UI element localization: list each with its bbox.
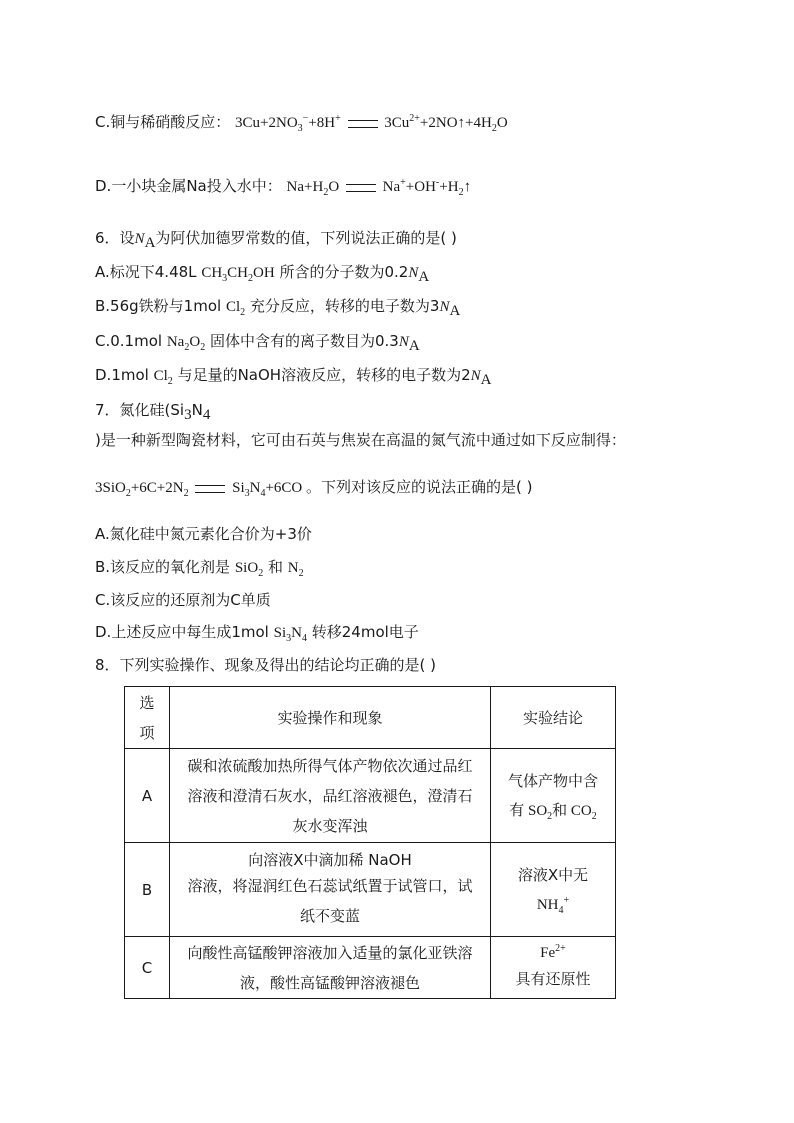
q7-option-b: B.该反应的氧化剂是 SiO$_2$ 和 $N_2$ [95,558,304,579]
q5-option-c-label: C.铜与稀硝酸反应： [95,113,231,131]
q7-stem-line2: )是一种新型陶瓷材料，它可由石英与焦炭在高温的氮气流中通过如下反应制得： [95,431,626,449]
q7-stem-line1: 7．氮化硅($Si_3N_4$ [95,401,211,423]
equals-sign-icon [346,184,376,192]
q6-option-c: C.0.1mol $Na_2O_2$ 固体中含有的离子数目为$0.3N_A$ [95,332,420,354]
row-option: B [125,843,170,937]
table-header-row [125,687,616,749]
q5-option-c-equation: $3Cu+2NO_3^-+8H^+$ $3Cu^{2+}+2NO↑+4H_2O$ [235,113,508,134]
q6-option-b: B.56g铁粉与1mol $Cl_2$ 充分反应，转移的电子数为$3N_A$ [95,297,461,319]
row-option: C [125,937,170,999]
row-operation: 碳和浓硫酸加热所得气体产物依次通过品红 溶液和澄清石灰水，品红溶液褪色，澄清石 灰水变浑浊 [170,749,491,843]
q5-option-c [95,112,508,133]
header-conclusion: 实验结论 [491,687,616,749]
q7-equation: $3SiO_2+6C+2N_2$ $Si_3N_4+6CO$ [95,480,303,499]
row-operation: 向溶液X中滴加稀 NaOH 溶液，将湿润红色石蕊试纸置于试管口，试 纸不变蓝 [170,843,491,937]
q8-stem: 8．下列实验操作、现象及得出的结论均正确的是( ) [95,656,437,674]
header-operation: 实验操作和现象 [170,687,491,749]
header-option: 选 项 [125,687,170,749]
experiment-table [124,686,616,999]
q5-option-d-label: D.一小块金属Na投入水中： [95,177,282,195]
q7-option-c: C.该反应的还原剂为C单质 [95,591,271,609]
table-row [125,843,616,937]
q6-option-a: A.标况下4.48L $CH_3CH_2OH$ 所含的分子数为$0.2N_A$ [95,263,430,285]
row-option: A [125,749,170,843]
q5-option-d-equation: $Na+H_2O$ $Na^++OH^-+H_2↑$ [286,177,472,198]
table-row [125,749,616,843]
row-conclusion: $Fe^{2+}$ 具有还原性 [491,937,616,999]
table-row [125,937,616,999]
row-conclusion: 溶液X中无 $NH_4^+$ [491,843,616,937]
q5-option-d [95,176,471,197]
q7-option-d: D.上述反应中每生成1mol $Si_3N_4$ 转移24mol电子 [95,623,419,644]
row-operation: 向酸性高锰酸钾溶液加入适量的氯化亚铁溶 液，酸性高锰酸钾溶液褪色 [170,937,491,999]
row-conclusion: 气体产物中含 有 $SO_2$和 $CO_2$ [491,749,616,843]
q7-option-a: A.氮化硅中氮元素化合价为+3价 [95,525,312,543]
equals-sign-icon [195,485,225,493]
q7-equation-line: $3SiO_2+6C+2N_2$ $Si_3N_4+6CO$ 。下列对该反应的说法正确的是( ) [95,478,533,499]
equals-sign-icon [348,120,378,128]
q6-stem: 6．设$N_A$为阿伏加德罗常数的值，下列说法正确的是( ) [95,229,457,251]
q6-option-d: D.1mol $Cl_2$ 与足量的NaOH溶液反应，转移的电子数为$2N_A$ [95,366,492,388]
